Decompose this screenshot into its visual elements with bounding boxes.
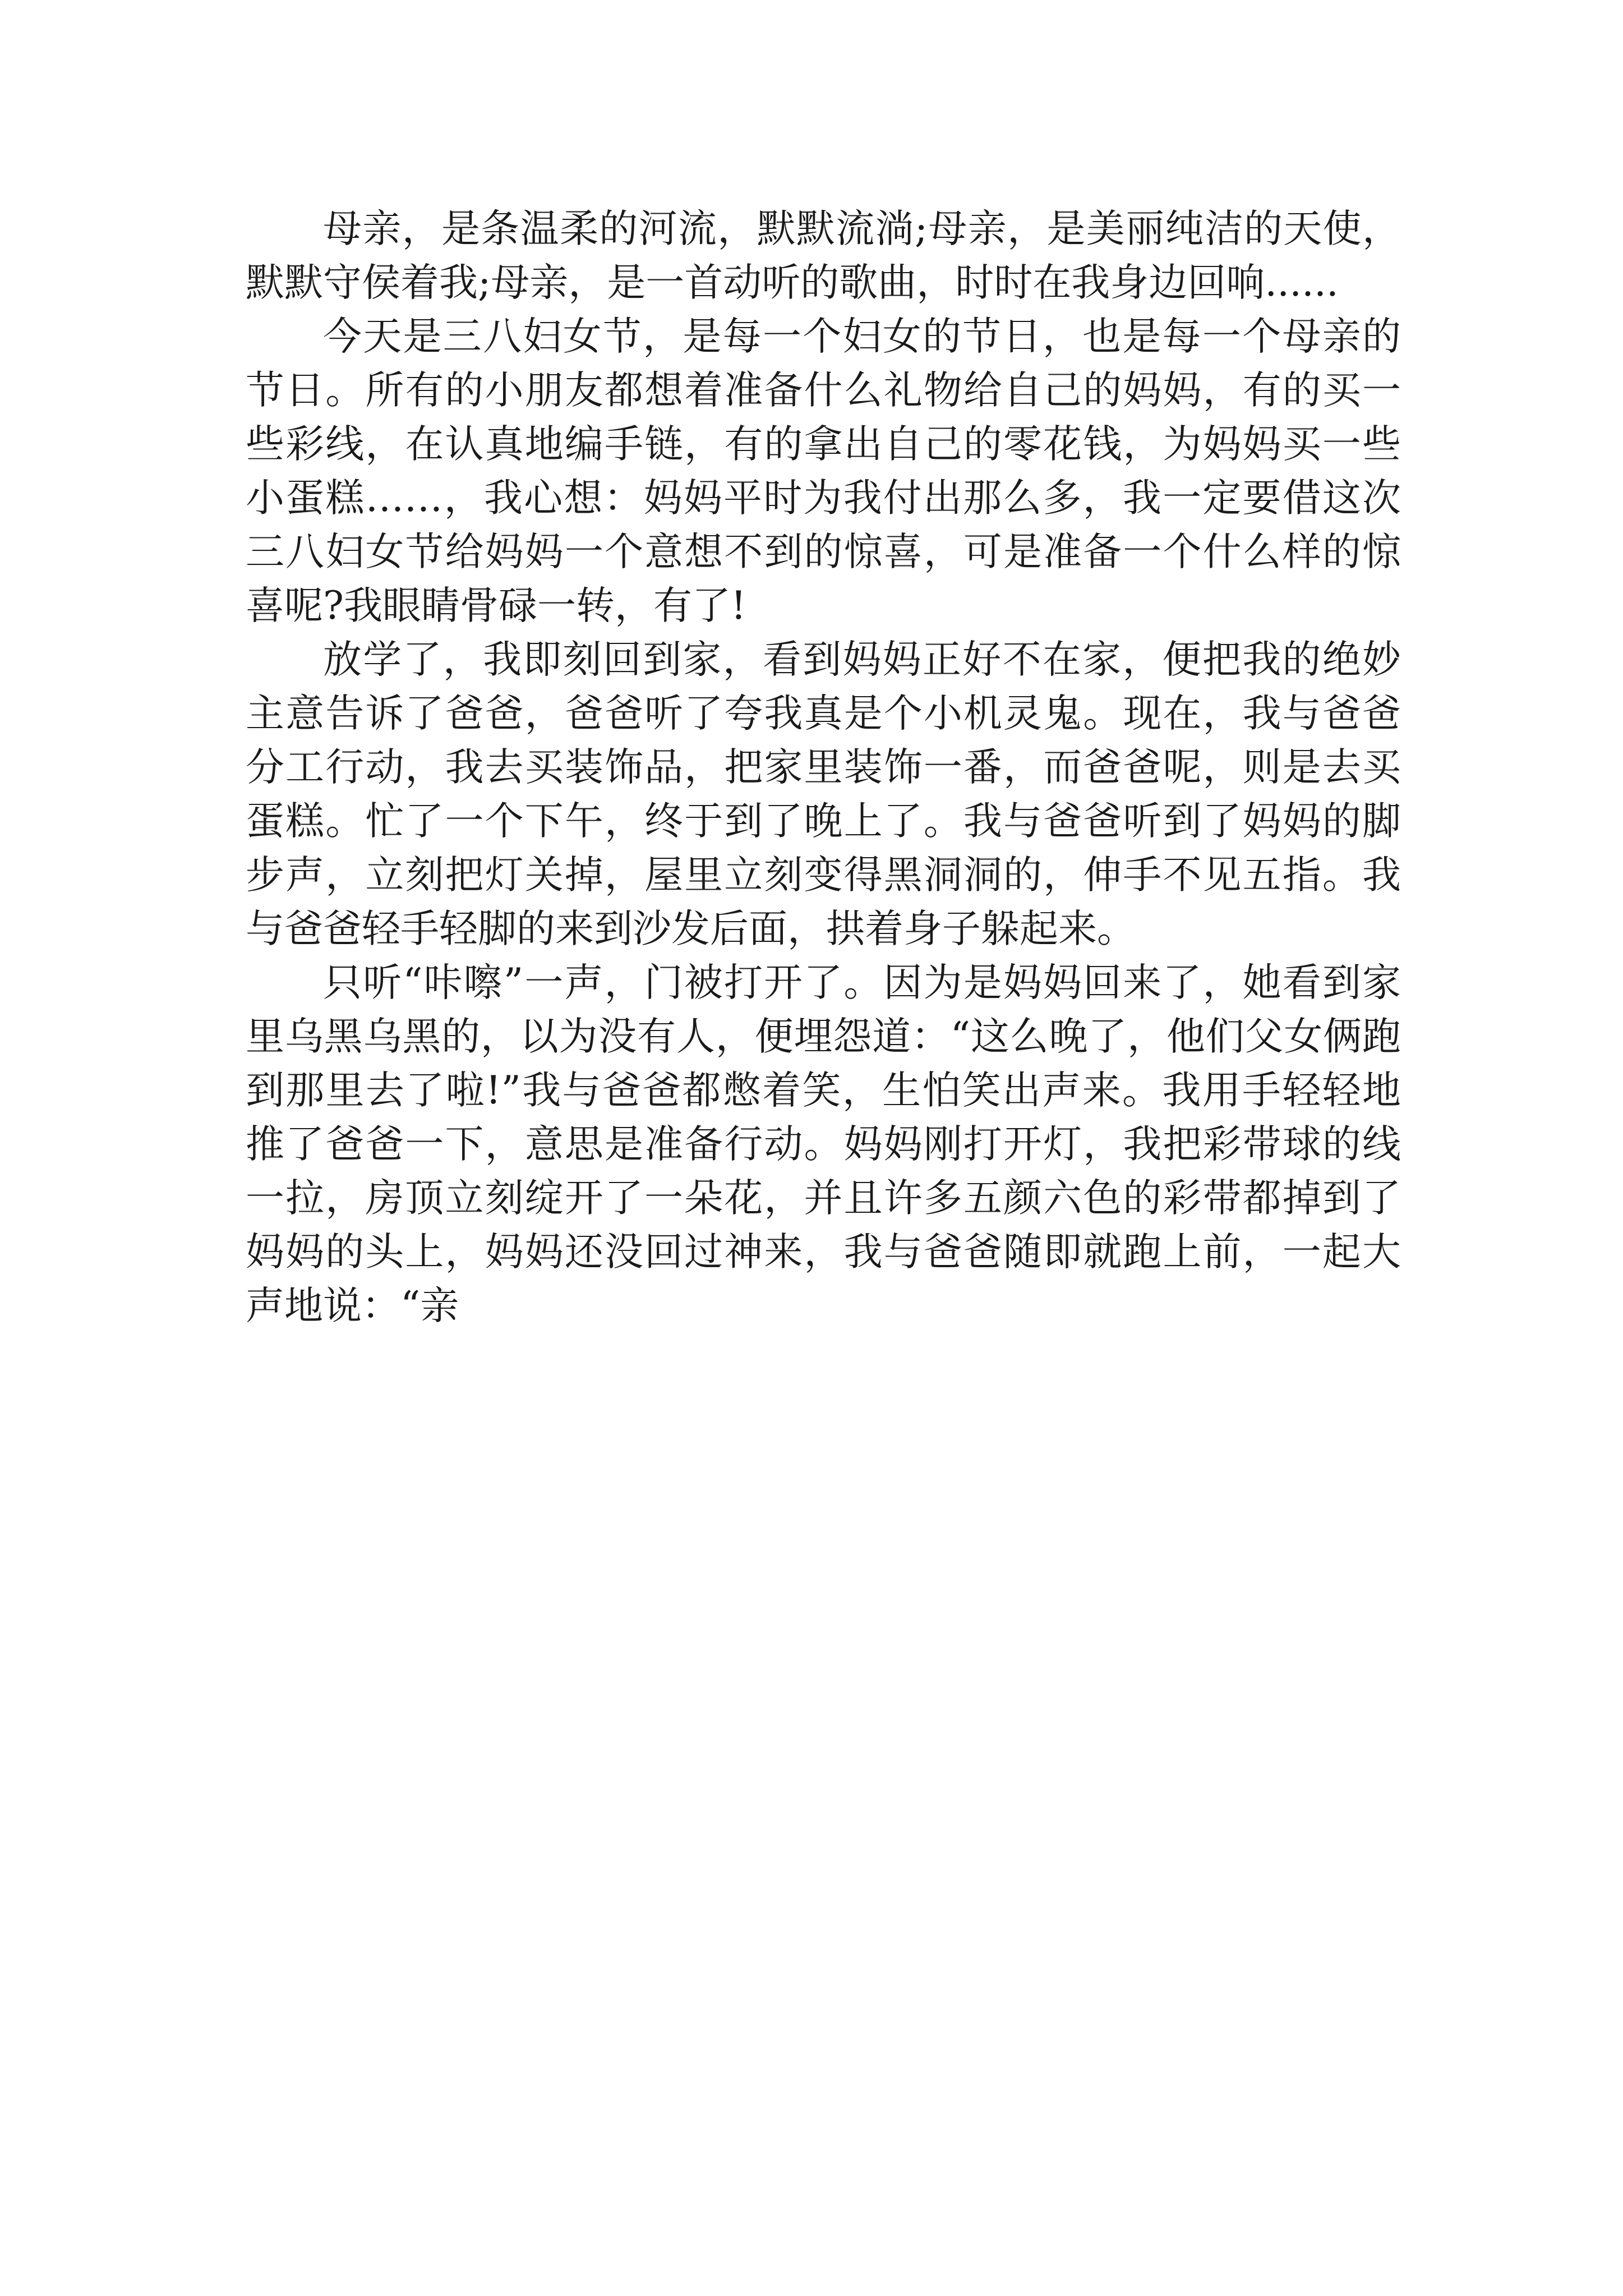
paragraph-4: 只听“咔嚓”一声，门被打开了。因为是妈妈回来了，她看到家里乌黑乌黑的，以为没有人，便埋怨道：“这么晚了，他们父女俩跑到那里去了啦!”我与爸爸都憋着笑，生怕笑出声来。我用手轻轻地推了爸爸一下，意思是准备行动。妈妈刚打开灯，我把彩带球的线一拉，房顶立刻绽开了一朵花，并且许多五颜六色的彩带都掉到了妈妈的头上，妈妈还没回过神来，我与爸爸随即就跑上前，一起大声地说：“亲 xyxy=(246,960,1401,1328)
paragraph-1: 母亲，是条温柔的河流，默默流淌;母亲，是美丽纯洁的天使，默默守侯着我;母亲，是一首动听的歌曲，时时在我身边回响...... xyxy=(246,206,1401,305)
document-body xyxy=(246,202,1401,1333)
paragraph-3: 放学了，我即刻回到家，看到妈妈正好不在家，便把我的绝妙主意告诉了爸爸，爸爸听了夸我真是个小机灵鬼。现在，我与爸爸分工行动，我去买装饰品，把家里装饰一番，而爸爸呢，则是去买蛋糕。忙了一个下午，终于到了晚上了。我与爸爸听到了妈妈的脚步声，立刻把灯关掉，屋里立刻变得黑洞洞的，伸手不见五指。我与爸爸轻手轻脚的来到沙发后面，拱着身子躲起来。 xyxy=(246,637,1401,951)
paragraph-2: 今天是三八妇女节，是每一个妇女的节日，也是每一个母亲的节日。所有的小朋友都想着准备什么礼物给自己的妈妈，有的买一些彩线，在认真地编手链，有的拿出自己的零花钱，为妈妈买一些小蛋糕……，我心想：妈妈平时为我付出那么多，我一定要借这次三八妇女节给妈妈一个意想不到的惊喜，可是准备一个什么样的惊喜呢?我眼睛骨碌一转，有了! xyxy=(246,314,1401,628)
